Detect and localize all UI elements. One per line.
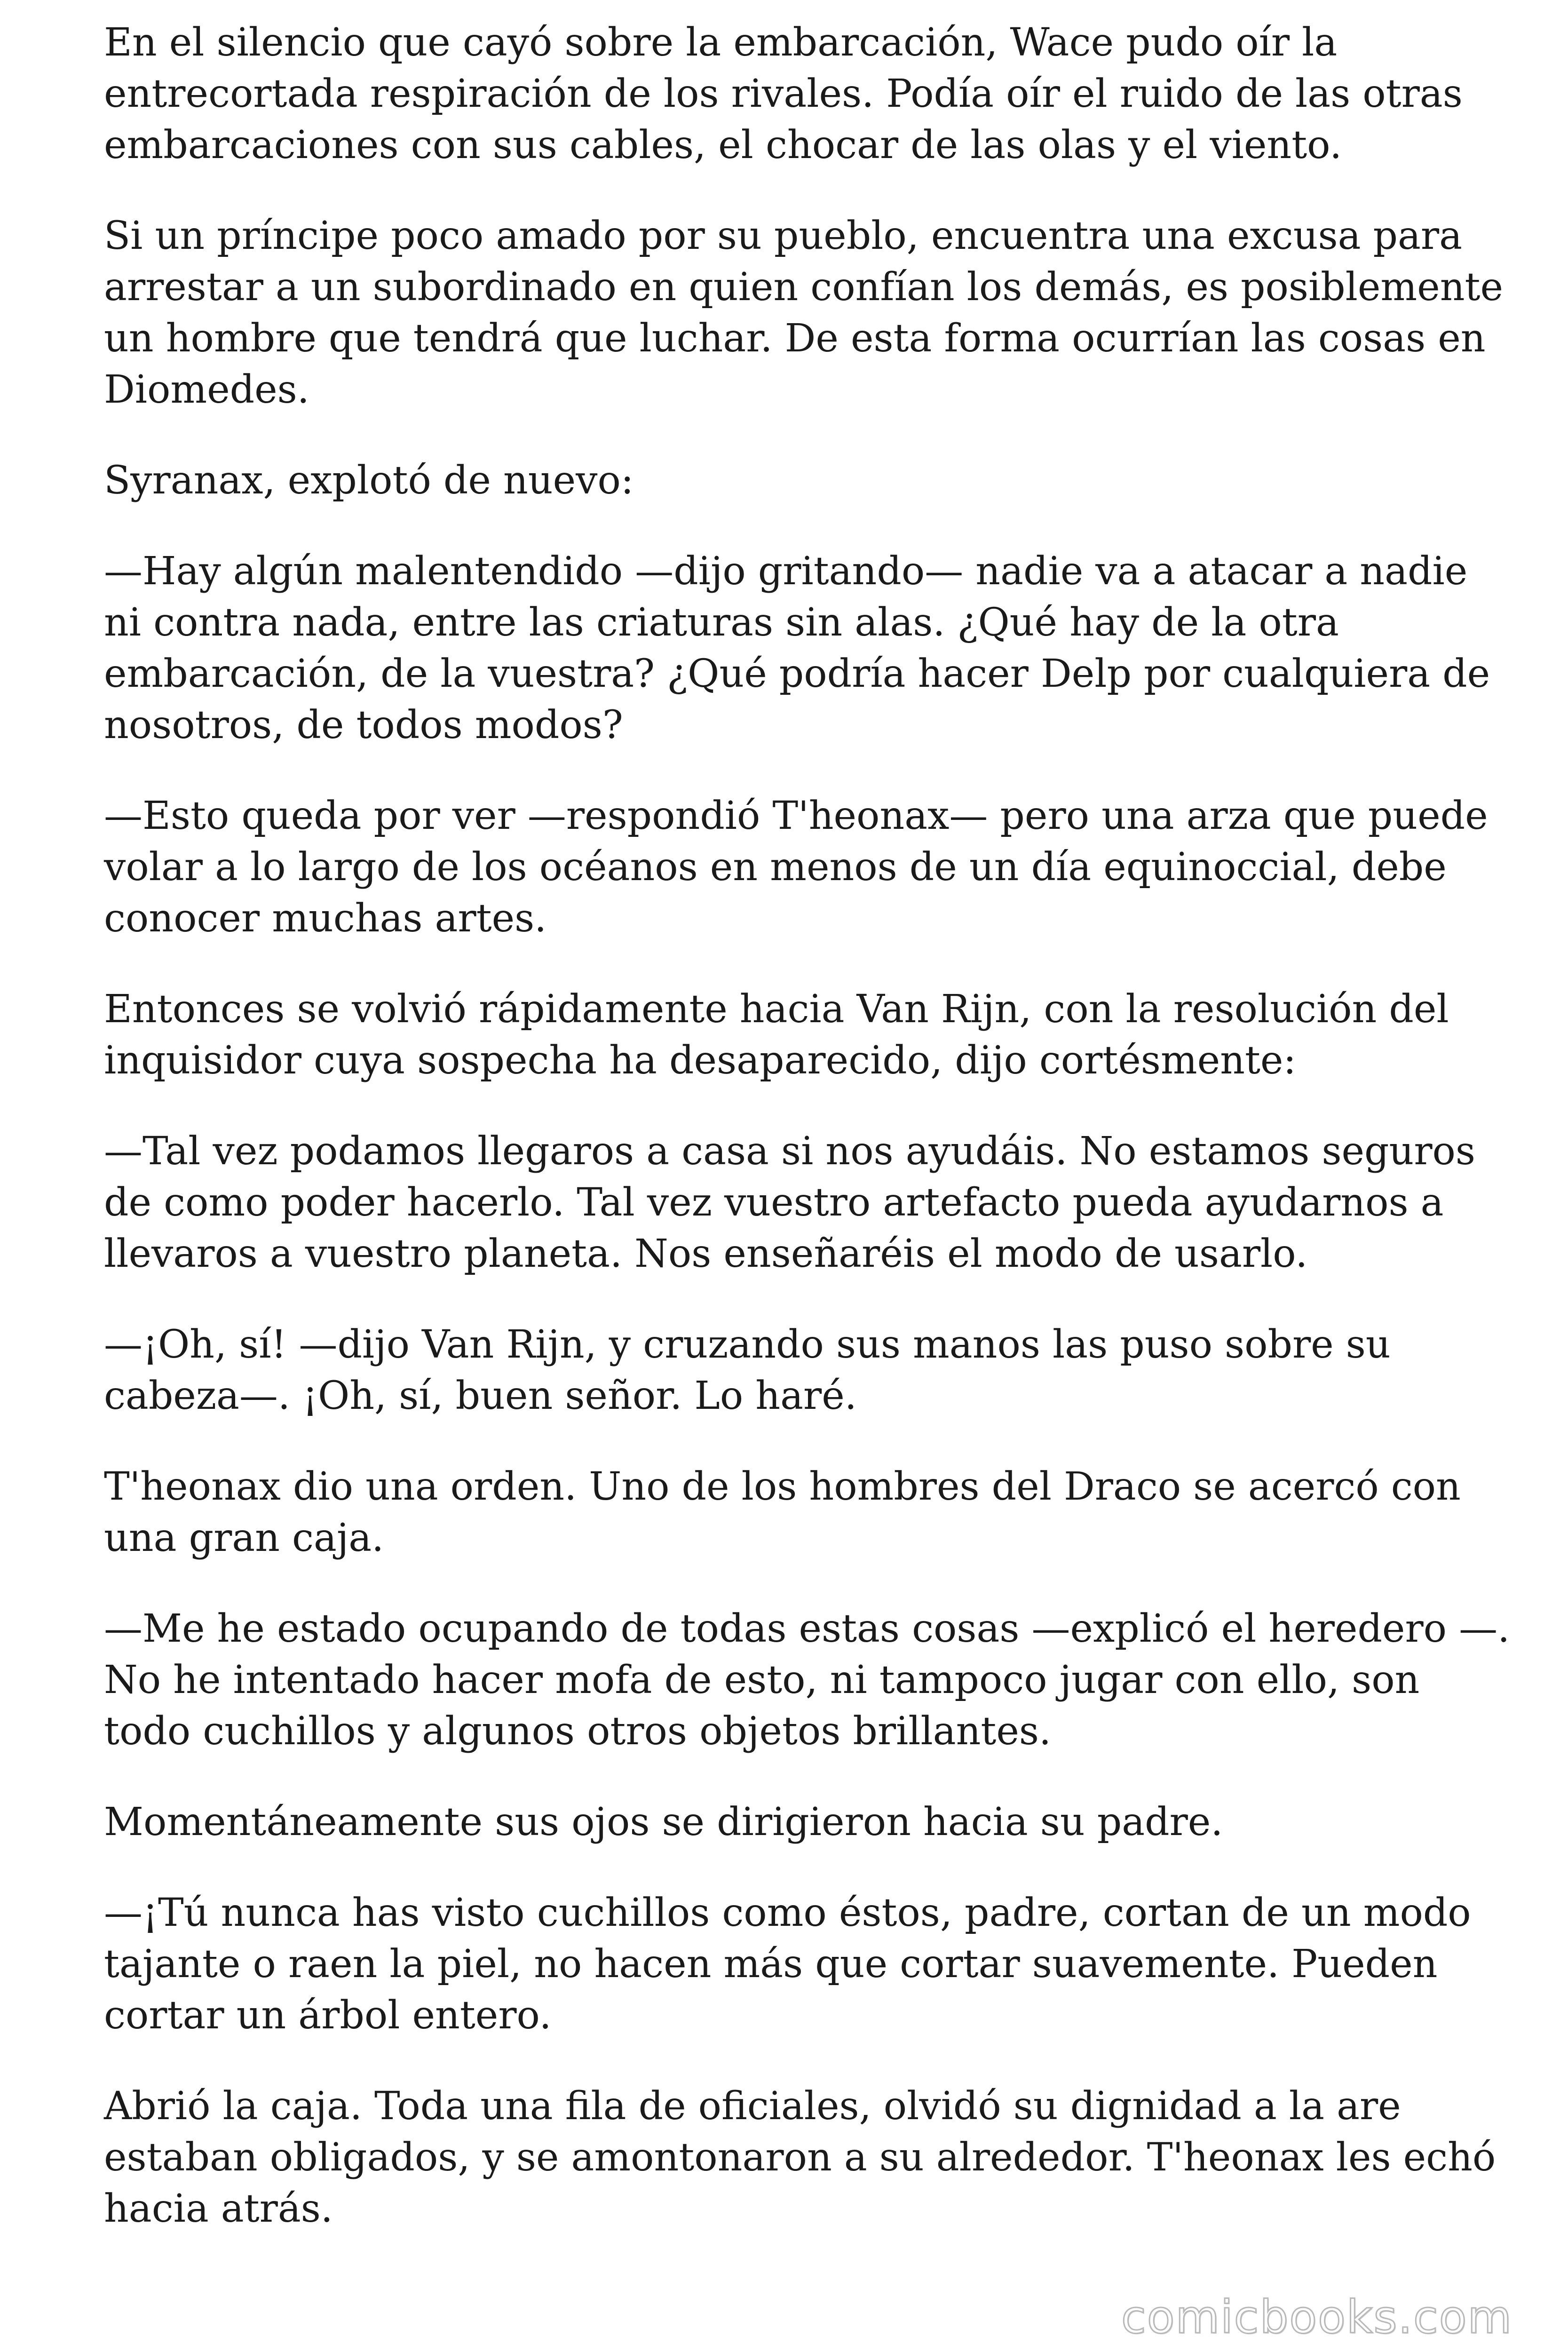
paragraph: En el silencio que cayó sobre la embarcación, Wace pudo oír la entrecortada respiración de los rivales. Podía oír el ruido de las otras embarcaciones con sus cables, el chocar de las olas y el viento.	[104, 20, 1463, 167]
paragraph: Abrió la caja. Toda una fila de oficiales, olvidó su dignidad a la are estaban obligados, y se amontonaron a su alrededor. T'heonax les echó hacia atrás.	[104, 2084, 1496, 2231]
paragraph: Si un príncipe poco amado por su pueblo, encuentra una excusa para arrestar a un subordinado en quien confían los demás, es posiblemente un hombre que tendrá que luchar. De esta forma ocurrían las cosas en Diomedes.	[104, 214, 1503, 412]
paragraph: —Tal vez podamos llegaros a casa si nos ayudáis. No estamos seguros de como poder hacerlo. Tal vez vuestro artefacto pueda ayudarnos a llevaros a vuestro planeta. Nos enseñaréis el modo de usarlo.	[104, 1129, 1476, 1276]
paragraph: T'heonax dio una orden. Uno de los hombres del Draco se acercó con una gran caja.	[104, 1464, 1461, 1560]
watermark: comicbooks.com	[1121, 2291, 1513, 2344]
paragraph: —Esto queda por ver —respondió T'heonax— pero una arza que puede volar a lo largo de los océanos en menos de un día equinoccial, debe conocer muchas artes.	[104, 794, 1488, 941]
paragraph: Syranax, explotó de nuevo:	[104, 458, 634, 503]
paragraph: —¡Tú nunca has visto cuchillos como éstos, padre, cortan de un modo tajante o raen la piel, no hacen más que cortar suavemente. Pueden cortar un árbol entero.	[104, 1891, 1471, 2038]
paragraph: —¡Oh, sí! —dijo Van Rijn, y cruzando sus manos las puso sobre su cabeza—. ¡Oh, sí, buen señor. Lo haré.	[104, 1322, 1391, 1418]
paragraph: Momentáneamente sus ojos se dirigieron hacia su padre.	[104, 1800, 1223, 1844]
page-body	[104, 17, 1510, 2274]
paragraph: —Hay algún malentendido —dijo gritando— nadie va a atacar a nadie ni contra nada, entre las criaturas sin alas. ¿Qué hay de la otra embarcación, de la vuestra? ¿Qué podría hacer Delp por cualquiera de nosotros, de todos modos?	[104, 549, 1490, 747]
paragraph: Entonces se volvió rápidamente hacia Van Rijn, con la resolución del inquisidor cuya sospecha ha desaparecido, dijo cortésmente:	[104, 987, 1449, 1083]
paragraph: —Me he estado ocupando de todas estas cosas —explicó el heredero —. No he intentado hacer mofa de esto, ni tampoco jugar con ello, son todo cuchillos y algunos otros objetos brillantes.	[104, 1606, 1510, 1754]
